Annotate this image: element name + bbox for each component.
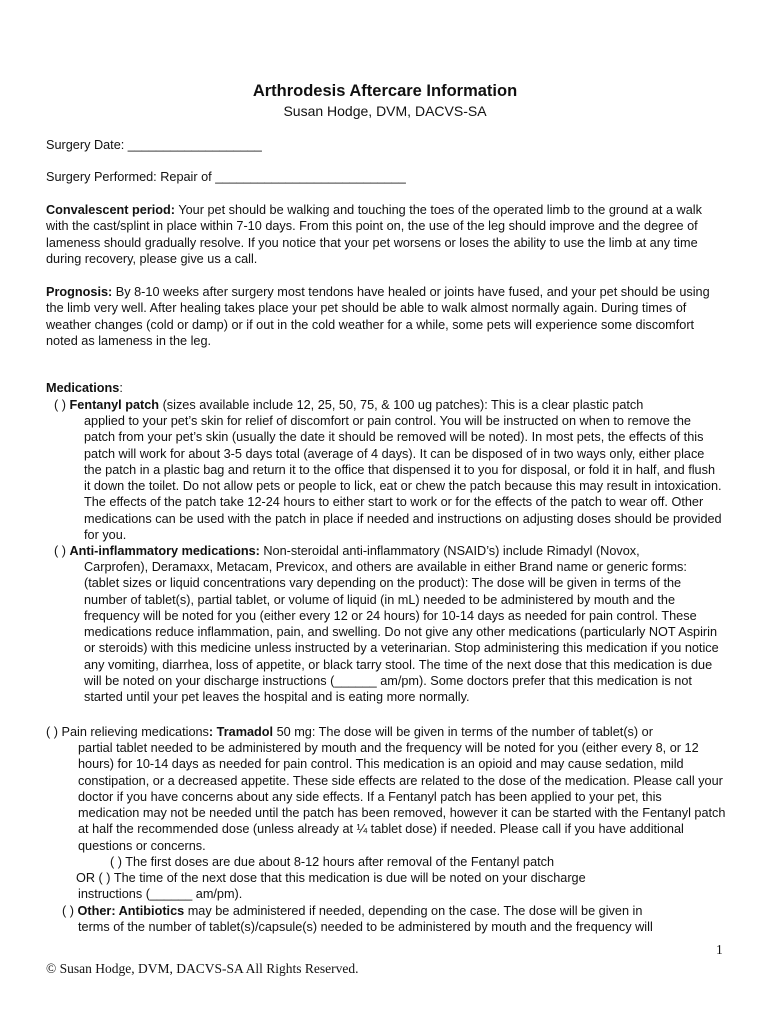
other-body: terms of the number of tablet(s)/capsule(s) needed to be administered by mouth and the frequency will xyxy=(78,920,653,934)
surgery-performed-field: Surgery Performed: Repair of ___________________________ xyxy=(46,170,406,184)
medications-colon: : xyxy=(119,381,123,395)
nsaid-label: Anti-inflammatory medications: xyxy=(69,544,260,558)
tramadol-prefix: Pain relieving medications xyxy=(57,725,209,739)
other-first-line: may be administered if needed, depending on the case. The dose will be given in xyxy=(184,904,643,918)
tramadol-body: partial tablet needed to be administered by mouth and the frequency will be noted for you (either every 8, or 12 hours) for 10-14 days as needed for pain control. This medication is an opioid and may cause sedation, mild constipation, or a decreased appetite. These side effects are related to the dose of the medication. Please call your doctor if you have concerns about any side effects. If a Fentanyl patch has been applied to your pet, this medication may not be needed until the patch has been removed, however it can be started with the Fentanyl patch at half the recommended dose (unless already at ¼ tablet dose) if needed. Please call if you have additional questions or concerns. xyxy=(78,741,726,853)
convalescent-paragraph xyxy=(46,202,726,267)
nsaid-item xyxy=(54,543,640,559)
medications-label: Medications xyxy=(46,381,120,395)
tramadol-option-2-prefix: OR ( ) xyxy=(76,871,114,885)
nsaid-body: Carprofen), Deramaxx, Metacam, Previcox, and others are available in either Brand name or generic forms: (tablet sizes or liquid concentrations vary depending on the product): The dose will be given in terms of the number of tablet(s), partial tablet, or volume of liquid (in mL) needed to be administered by mouth and the frequency will be noted for you (either every 12 or 24 hours) for 10-14 days as needed for pain control. These medications reduce inflammation, pain, and swelling. Do not give any other medications (particularly NOT Aspirin or steroids) with this medicine unless instructed by a veterinarian. Stop administering this medication if you notice any vomiting, diarrhea, loss of appetite, or black tarry stool. The time of the next dose that this medication is due will be noted on your discharge instructions (______ am/pm). Some doctors prefer that this medication is not started until your pet leaves the hospital and is eating more normally. xyxy=(84,560,719,705)
other-checkbox: ( ) xyxy=(62,904,74,918)
fentanyl-checkbox: ( ) xyxy=(54,398,66,412)
prognosis-text: By 8-10 weeks after surgery most tendons have healed or joints have fused, and your pet should be using the limb very well. After healing takes place your pet should be able to walk almost normally again. During times of weather changes (cold or damp) or if out in the cold weather for a while, some pets will experience some discomfort noted as lameness in the leg. xyxy=(46,285,710,348)
copyright-footer: © Susan Hodge, DVM, DACVS-SA All Rights Reserved. xyxy=(46,961,359,976)
surgery-date-field: Surgery Date: ___________________ xyxy=(46,138,262,152)
tramadol-checkbox: ( ) xyxy=(46,725,58,739)
other-item xyxy=(62,903,642,919)
convalescent-text: Your pet should be walking and touching the toes of the operated limb to the ground at a walk with the cast/splint in place within 7-10 days. From this point on, the use of the leg should improve and the degree of lameness should gradually resolve. If you notice that your pet worsens or loses the ability to use the limb at any time during recovery, please give us a call. xyxy=(46,203,702,266)
tramadol-option-2-text: The time of the next dose that this medication is due will be noted on your discharge xyxy=(113,871,586,885)
nsaid-checkbox: ( ) xyxy=(54,544,66,558)
medications-heading xyxy=(46,381,123,395)
fentanyl-first-line: (sizes available include 12, 25, 50, 75, & 100 ug patches): This is a clear plastic patch xyxy=(159,398,644,412)
other-label: Other: Antibiotics xyxy=(77,904,185,918)
nsaid-first-line: Non-steroidal anti-inflammatory (NSAID’s) include Rimadyl (Novox, xyxy=(259,544,640,558)
prognosis-label: Prognosis: xyxy=(46,285,113,299)
fentanyl-label: Fentanyl patch xyxy=(69,398,160,412)
document-title: Arthrodesis Aftercare Information xyxy=(252,82,518,100)
convalescent-label: Convalescent period: xyxy=(46,203,176,217)
tramadol-option-2 xyxy=(76,870,586,886)
fentanyl-item xyxy=(54,397,643,413)
tramadol-first-line: 50 mg: The dose will be given in terms of the number of tablet(s) or xyxy=(273,725,653,739)
tramadol-option-1: ( ) The first doses are due about 8-12 hours after removal of the Fentanyl patch xyxy=(110,855,555,869)
document-author: Susan Hodge, DVM, DACVS-SA xyxy=(283,103,487,119)
page-number: 1 xyxy=(716,942,723,957)
tramadol-option-2-cont: instructions (______ am/pm). xyxy=(78,887,243,901)
prognosis-paragraph xyxy=(46,284,726,349)
fentanyl-body: applied to your pet’s skin for relief of discomfort or pain control. You will be instructed on when to remove the patch from your pet’s skin (usually the date it should be removed will be noted). In most pets, the effects of this patch will work for about 3-5 days total (average of 4 days). It can be disposed of in two ways only, either place the patch in a plastic bag and return it to the office that dispensed it to you for disposal, or fold it in half, and flush it down the toilet. Do not allow pets or people to lick, eat or chew the patch because this may result in intoxication. The effects of the patch take 12-24 hours to either start to work or for the effects of the patch to wear off. Other medications can be used with the patch in place if needed and instructions on adjusting doses should be provided for you. xyxy=(84,414,722,543)
tramadol-item xyxy=(46,724,653,740)
tramadol-label: : Tramadol xyxy=(208,725,274,739)
